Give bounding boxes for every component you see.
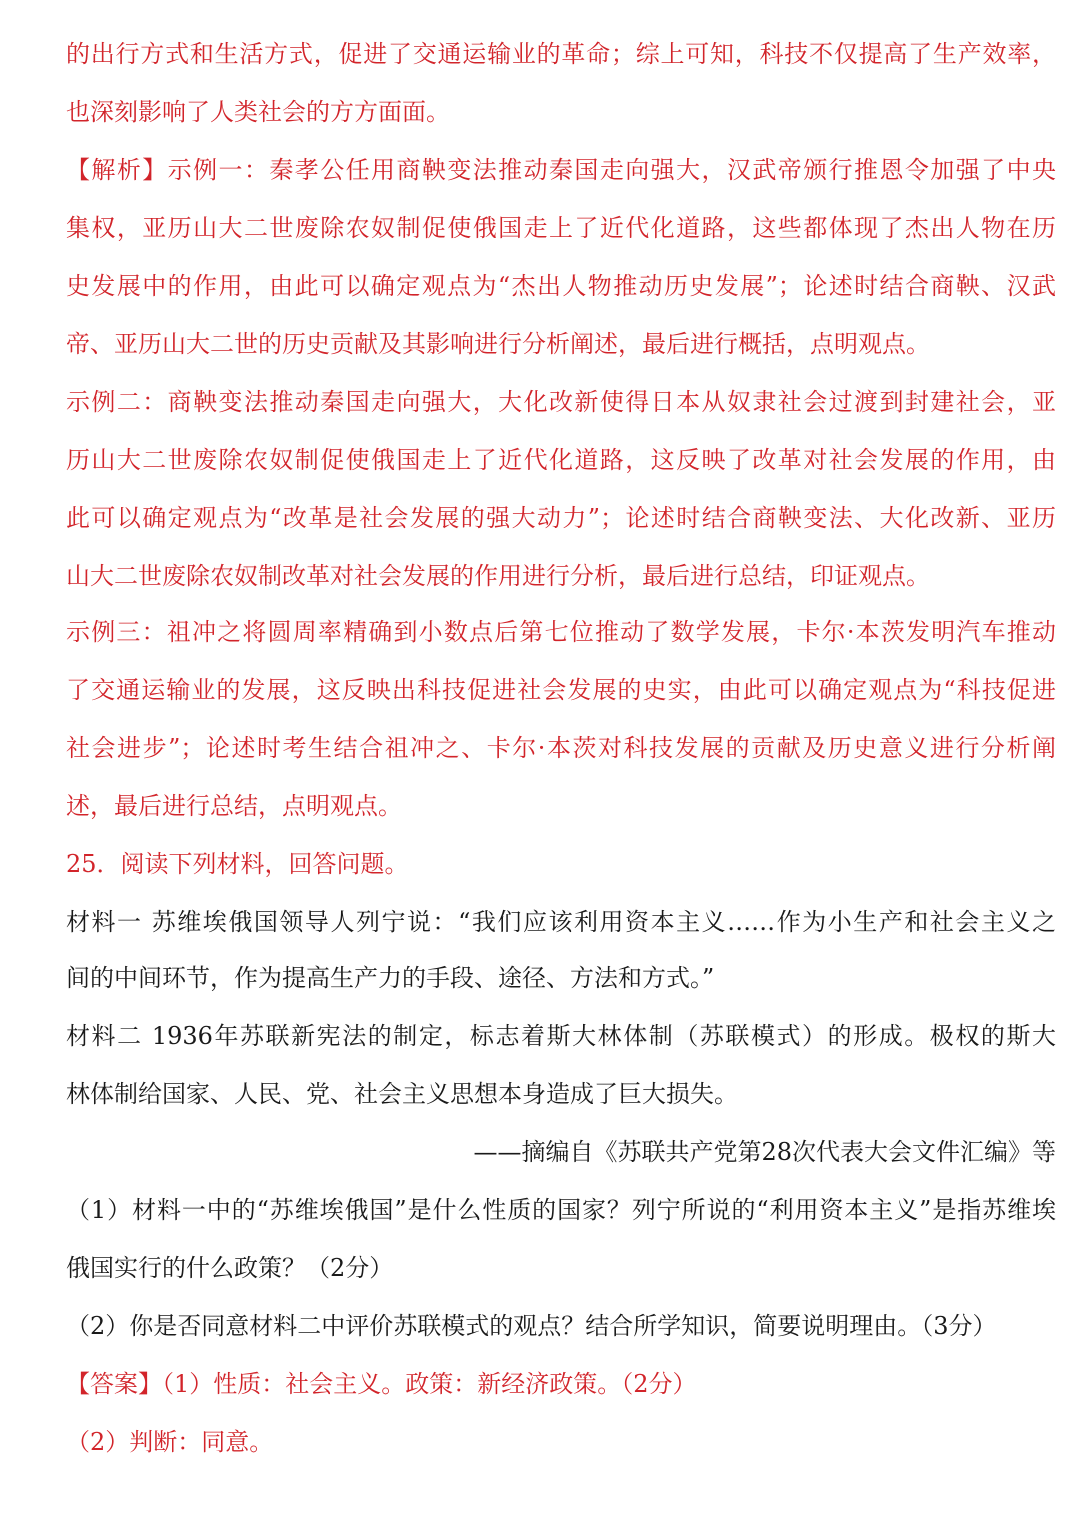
question-line: （1）材料一中的“苏维埃俄国”是什么性质的国家？列宁所说的“利用资本主义”是指苏维埃 [66, 1196, 1056, 1224]
material-source: ——摘编自《苏联共产党第28次代表大会文件汇编》等 [473, 1138, 1056, 1166]
analysis-line: 示例三：祖冲之将圆周率精确到小数点后第七位推动了数学发展，卡尔·本茨发明汽车推动 [66, 618, 1056, 646]
material-line: 间的中间环节，作为提高生产力的手段、途径、方法和方式。” [66, 964, 715, 992]
analysis-line: 史发展中的作用，由此可以确定观点为“杰出人物推动历史发展”；论述时结合商鞅、汉武 [66, 272, 1056, 300]
question-title: 25．阅读下列材料，回答问题。 [66, 850, 409, 878]
text-line: 的出行方式和生活方式，促进了交通运输业的革命；综上可知，科技不仅提高了生产效率， [66, 40, 1056, 68]
analysis-line: 帝、亚历山大二世的历史贡献及其影响进行分析阐述，最后进行概括，点明观点。 [66, 330, 930, 358]
analysis-line: 山大二世废除农奴制改革对社会发展的作用进行分析，最后进行总结，印证观点。 [66, 562, 930, 590]
text-line: 也深刻影响了人类社会的方方面面。 [66, 98, 450, 126]
analysis-line: 述，最后进行总结，点明观点。 [66, 792, 402, 820]
material-line: 材料二 1936年苏联新宪法的制定，标志着斯大林体制（苏联模式）的形成。极权的斯大 [66, 1022, 1056, 1050]
answer-line: （2）判断：同意。 [66, 1428, 274, 1456]
analysis-line: 历山大二世废除农奴制促使俄国走上了近代化道路，这反映了改革对社会发展的作用，由 [66, 446, 1056, 474]
answer-line: 【答案】（1）性质：社会主义。政策：新经济政策。（2分） [66, 1370, 697, 1398]
analysis-line: 此可以确定观点为“改革是社会发展的强大动力”；论述时结合商鞅变法、大化改新、亚历 [66, 504, 1056, 532]
question-line: （2）你是否同意材料二中评价苏联模式的观点？结合所学知识，简要说明理由。（3分） [66, 1312, 997, 1340]
analysis-line: 【解析】示例一：秦孝公任用商鞅变法推动秦国走向强大，汉武帝颁行推恩令加强了中央 [66, 156, 1056, 184]
analysis-line: 示例二：商鞅变法推动秦国走向强大，大化改新使得日本从奴隶社会过渡到封建社会，亚 [66, 388, 1056, 416]
material-line: 林体制给国家、人民、党、社会主义思想本身造成了巨大损失。 [66, 1080, 738, 1108]
analysis-line: 社会进步”；论述时考生结合祖冲之、卡尔·本茨对科技发展的贡献及历史意义进行分析阐 [66, 734, 1056, 762]
material-line: 材料一 苏维埃俄国领导人列宁说：“我们应该利用资本主义……作为小生产和社会主义之 [66, 908, 1056, 936]
analysis-line: 集权，亚历山大二世废除农奴制促使俄国走上了近代化道路，这些都体现了杰出人物在历 [66, 214, 1056, 242]
analysis-line: 了交通运输业的发展，这反映出科技促进社会发展的史实，由此可以确定观点为“科技促进 [66, 676, 1056, 704]
question-line: 俄国实行的什么政策？（2分） [66, 1254, 394, 1282]
